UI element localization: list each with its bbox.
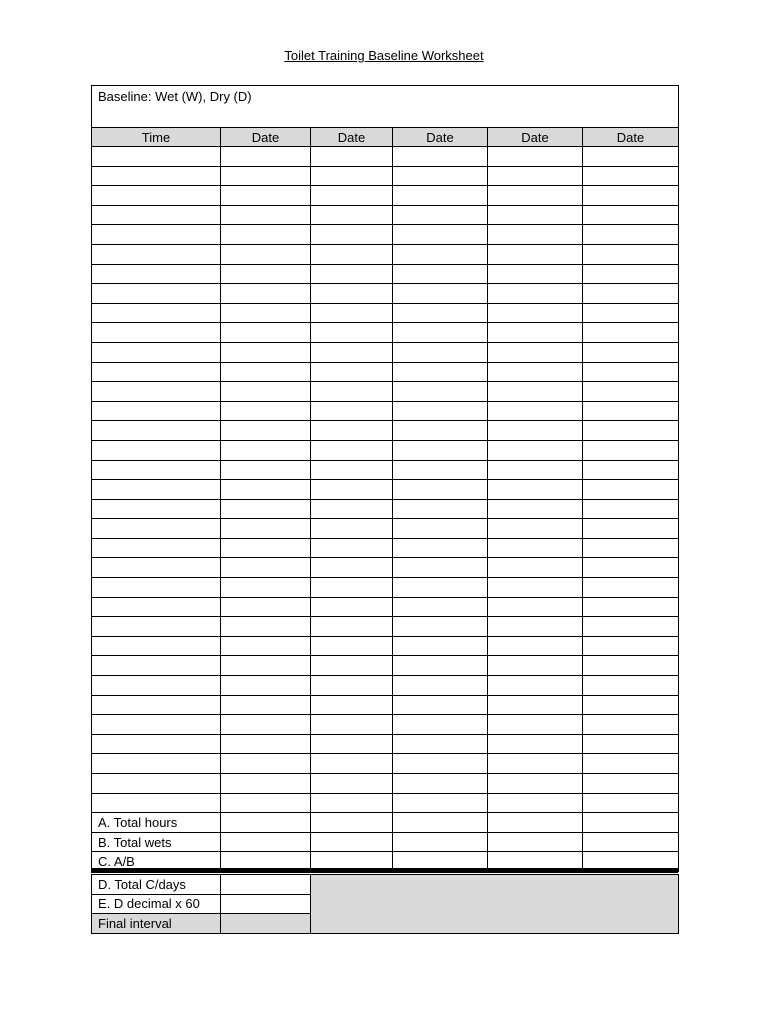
date-cell[interactable] [311, 460, 393, 480]
date-cell[interactable] [583, 715, 679, 735]
time-cell[interactable] [92, 323, 221, 343]
log-row [92, 793, 679, 813]
date-cell[interactable] [488, 342, 583, 362]
date-cell[interactable] [221, 578, 311, 598]
log-row [92, 421, 679, 441]
date-cell[interactable] [583, 362, 679, 382]
date-cell[interactable] [311, 284, 393, 304]
date-cell[interactable] [488, 186, 583, 206]
date-cell[interactable] [311, 401, 393, 421]
date-cell[interactable] [311, 578, 393, 598]
log-row [92, 617, 679, 637]
date-cell[interactable] [488, 558, 583, 578]
date-cell[interactable] [221, 636, 311, 656]
date-cell[interactable] [221, 460, 311, 480]
date-cell[interactable] [583, 225, 679, 245]
summary-row-label: A. Total hours [92, 813, 221, 833]
date-cell[interactable] [221, 186, 311, 206]
log-row [92, 401, 679, 421]
date-cell[interactable] [393, 284, 488, 304]
column-header-date: Date [488, 128, 583, 147]
log-row [92, 362, 679, 382]
date-cell[interactable] [393, 342, 488, 362]
date-cell[interactable] [311, 342, 393, 362]
date-cell[interactable] [311, 597, 393, 617]
date-cell[interactable] [221, 166, 311, 186]
summary-entry-cell[interactable] [311, 813, 393, 833]
date-cell[interactable] [221, 519, 311, 539]
date-cell[interactable] [393, 166, 488, 186]
date-cell[interactable] [311, 519, 393, 539]
time-cell[interactable] [92, 558, 221, 578]
time-cell[interactable] [92, 480, 221, 500]
log-row [92, 754, 679, 774]
date-cell[interactable] [583, 421, 679, 441]
date-cell[interactable] [221, 774, 311, 794]
date-cell[interactable] [221, 715, 311, 735]
date-cell[interactable] [488, 538, 583, 558]
date-cell[interactable] [393, 558, 488, 578]
time-cell[interactable] [92, 460, 221, 480]
date-cell[interactable] [311, 421, 393, 441]
date-cell[interactable] [221, 421, 311, 441]
time-cell[interactable] [92, 499, 221, 519]
date-cell[interactable] [221, 147, 311, 167]
date-cell[interactable] [583, 480, 679, 500]
date-cell[interactable] [393, 793, 488, 813]
date-cell[interactable] [393, 499, 488, 519]
date-cell[interactable] [583, 774, 679, 794]
date-cell[interactable] [488, 793, 583, 813]
date-cell[interactable] [393, 538, 488, 558]
date-cell[interactable] [583, 147, 679, 167]
final-row-entry-cell[interactable] [221, 914, 311, 934]
date-cell[interactable] [488, 460, 583, 480]
double-divider [91, 868, 678, 873]
date-cell[interactable] [393, 676, 488, 696]
baseline-legend: Baseline: Wet (W), Dry (D) [92, 86, 679, 128]
summary-entry-cell[interactable] [393, 813, 488, 833]
log-row [92, 166, 679, 186]
date-cell[interactable] [393, 774, 488, 794]
date-cell[interactable] [488, 421, 583, 441]
date-cell[interactable] [311, 754, 393, 774]
date-cell[interactable] [393, 460, 488, 480]
log-row [92, 323, 679, 343]
date-cell[interactable] [583, 656, 679, 676]
date-cell[interactable] [221, 617, 311, 637]
date-cell[interactable] [311, 538, 393, 558]
date-cell[interactable] [488, 323, 583, 343]
date-cell[interactable] [311, 205, 393, 225]
log-row [92, 382, 679, 402]
time-cell[interactable] [92, 382, 221, 402]
time-cell[interactable] [92, 342, 221, 362]
log-row [92, 578, 679, 598]
date-cell[interactable] [311, 166, 393, 186]
final-row-label: E. D decimal x 60 [92, 894, 221, 914]
date-cell[interactable] [583, 401, 679, 421]
date-cell[interactable] [488, 205, 583, 225]
date-cell[interactable] [583, 597, 679, 617]
date-cell[interactable] [393, 225, 488, 245]
time-cell[interactable] [92, 754, 221, 774]
date-cell[interactable] [311, 695, 393, 715]
date-cell[interactable] [311, 382, 393, 402]
log-row [92, 656, 679, 676]
log-row [92, 460, 679, 480]
date-cell[interactable] [221, 401, 311, 421]
log-row [92, 147, 679, 167]
date-cell[interactable] [488, 774, 583, 794]
final-row-label: Final interval [92, 914, 221, 934]
date-cell[interactable] [311, 362, 393, 382]
date-cell[interactable] [583, 186, 679, 206]
log-row [92, 342, 679, 362]
time-cell[interactable] [92, 264, 221, 284]
summary-entry-cell[interactable] [221, 813, 311, 833]
final-row-entry-cell[interactable] [221, 875, 311, 895]
time-cell[interactable] [92, 166, 221, 186]
date-cell[interactable] [583, 440, 679, 460]
time-cell[interactable] [92, 538, 221, 558]
log-row [92, 186, 679, 206]
log-row [92, 734, 679, 754]
date-cell[interactable] [583, 754, 679, 774]
log-row [92, 244, 679, 264]
summary-entry-cell[interactable] [488, 832, 583, 852]
date-cell[interactable] [311, 480, 393, 500]
date-cell[interactable] [393, 186, 488, 206]
date-cell[interactable] [583, 793, 679, 813]
date-cell[interactable] [393, 617, 488, 637]
date-cell[interactable] [488, 382, 583, 402]
date-cell[interactable] [488, 636, 583, 656]
date-cell[interactable] [311, 793, 393, 813]
date-cell[interactable] [583, 166, 679, 186]
log-row [92, 636, 679, 656]
date-cell[interactable] [311, 186, 393, 206]
date-cell[interactable] [221, 538, 311, 558]
date-cell[interactable] [393, 734, 488, 754]
summary-row [92, 832, 679, 852]
date-cell[interactable] [311, 499, 393, 519]
time-cell[interactable] [92, 715, 221, 735]
column-header-date: Date [393, 128, 488, 147]
date-cell[interactable] [488, 264, 583, 284]
date-cell[interactable] [393, 382, 488, 402]
date-cell[interactable] [221, 205, 311, 225]
date-cell[interactable] [583, 342, 679, 362]
date-cell[interactable] [311, 676, 393, 696]
date-cell[interactable] [488, 499, 583, 519]
date-cell[interactable] [311, 303, 393, 323]
time-cell[interactable] [92, 578, 221, 598]
log-row [92, 499, 679, 519]
date-cell[interactable] [311, 244, 393, 264]
column-header-time: Time [92, 128, 221, 147]
log-row [92, 538, 679, 558]
date-cell[interactable] [583, 205, 679, 225]
time-cell[interactable] [92, 362, 221, 382]
shaded-block [311, 875, 679, 934]
summary-row-label: C. A/B [92, 852, 221, 872]
date-cell[interactable] [583, 499, 679, 519]
date-cell[interactable] [221, 362, 311, 382]
time-cell[interactable] [92, 284, 221, 304]
time-cell[interactable] [92, 597, 221, 617]
summary-row-label: B. Total wets [92, 832, 221, 852]
date-cell[interactable] [488, 578, 583, 598]
date-cell[interactable] [311, 656, 393, 676]
time-cell[interactable] [92, 734, 221, 754]
date-cell[interactable] [311, 774, 393, 794]
date-cell[interactable] [221, 480, 311, 500]
date-cell[interactable] [583, 558, 679, 578]
date-cell[interactable] [221, 225, 311, 245]
time-cell[interactable] [92, 695, 221, 715]
date-cell[interactable] [488, 754, 583, 774]
date-cell[interactable] [393, 244, 488, 264]
log-row [92, 695, 679, 715]
time-cell[interactable] [92, 401, 221, 421]
final-row-entry-cell[interactable] [221, 894, 311, 914]
time-cell[interactable] [92, 186, 221, 206]
date-cell[interactable] [488, 480, 583, 500]
date-cell[interactable] [488, 147, 583, 167]
date-cell[interactable] [221, 695, 311, 715]
date-cell[interactable] [311, 147, 393, 167]
date-cell[interactable] [221, 264, 311, 284]
log-row [92, 480, 679, 500]
date-cell[interactable] [221, 499, 311, 519]
final-row-label: D. Total C/days [92, 875, 221, 895]
log-row [92, 303, 679, 323]
column-header-date: Date [311, 128, 393, 147]
time-cell[interactable] [92, 205, 221, 225]
log-row [92, 440, 679, 460]
date-cell[interactable] [488, 734, 583, 754]
date-cell[interactable] [311, 617, 393, 637]
date-cell[interactable] [583, 264, 679, 284]
date-cell[interactable] [393, 636, 488, 656]
date-cell[interactable] [583, 519, 679, 539]
log-row [92, 676, 679, 696]
date-cell[interactable] [393, 440, 488, 460]
date-cell[interactable] [488, 225, 583, 245]
date-cell[interactable] [311, 558, 393, 578]
date-cell[interactable] [488, 440, 583, 460]
date-cell[interactable] [583, 578, 679, 598]
date-cell[interactable] [488, 695, 583, 715]
date-cell[interactable] [583, 636, 679, 656]
date-cell[interactable] [488, 676, 583, 696]
time-cell[interactable] [92, 303, 221, 323]
date-cell[interactable] [393, 264, 488, 284]
date-cell[interactable] [311, 440, 393, 460]
time-cell[interactable] [92, 636, 221, 656]
date-cell[interactable] [393, 480, 488, 500]
log-row [92, 205, 679, 225]
time-cell[interactable] [92, 793, 221, 813]
date-cell[interactable] [488, 617, 583, 637]
date-cell[interactable] [583, 676, 679, 696]
column-header-date: Date [221, 128, 311, 147]
date-cell[interactable] [393, 421, 488, 441]
log-row [92, 774, 679, 794]
date-cell[interactable] [488, 656, 583, 676]
time-cell[interactable] [92, 440, 221, 460]
date-cell[interactable] [393, 323, 488, 343]
date-cell[interactable] [393, 303, 488, 323]
summary-row [92, 813, 679, 833]
date-cell[interactable] [393, 715, 488, 735]
time-cell[interactable] [92, 244, 221, 264]
log-row [92, 225, 679, 245]
date-cell[interactable] [488, 362, 583, 382]
time-cell[interactable] [92, 676, 221, 696]
date-cell[interactable] [488, 244, 583, 264]
date-cell[interactable] [583, 244, 679, 264]
date-cell[interactable] [583, 323, 679, 343]
date-cell[interactable] [488, 715, 583, 735]
date-cell[interactable] [311, 715, 393, 735]
date-cell[interactable] [311, 225, 393, 245]
time-cell[interactable] [92, 225, 221, 245]
baseline-table [91, 85, 679, 872]
date-cell[interactable] [221, 303, 311, 323]
date-cell[interactable] [221, 734, 311, 754]
date-cell[interactable] [583, 538, 679, 558]
date-cell[interactable] [311, 323, 393, 343]
date-cell[interactable] [221, 558, 311, 578]
date-cell[interactable] [488, 166, 583, 186]
date-cell[interactable] [221, 656, 311, 676]
worksheet-title: Toilet Training Baseline Worksheet [284, 48, 484, 63]
final-calculation-table [91, 874, 679, 934]
date-cell[interactable] [583, 284, 679, 304]
date-cell[interactable] [488, 401, 583, 421]
summary-entry-cell[interactable] [393, 832, 488, 852]
date-cell[interactable] [393, 578, 488, 598]
date-cell[interactable] [583, 303, 679, 323]
date-cell[interactable] [311, 636, 393, 656]
date-cell[interactable] [583, 734, 679, 754]
log-row [92, 519, 679, 539]
date-cell[interactable] [393, 695, 488, 715]
date-cell[interactable] [221, 676, 311, 696]
date-cell[interactable] [311, 734, 393, 754]
time-cell[interactable] [92, 774, 221, 794]
date-cell[interactable] [311, 264, 393, 284]
date-cell[interactable] [583, 382, 679, 402]
date-cell[interactable] [393, 519, 488, 539]
date-cell[interactable] [393, 205, 488, 225]
date-cell[interactable] [583, 617, 679, 637]
summary-entry-cell[interactable] [583, 832, 679, 852]
date-cell[interactable] [488, 284, 583, 304]
date-cell[interactable] [488, 597, 583, 617]
log-row [92, 264, 679, 284]
date-cell[interactable] [393, 362, 488, 382]
date-cell[interactable] [221, 323, 311, 343]
date-cell[interactable] [221, 597, 311, 617]
header-row [92, 128, 679, 147]
date-cell[interactable] [221, 342, 311, 362]
date-cell[interactable] [221, 382, 311, 402]
time-cell[interactable] [92, 617, 221, 637]
date-cell[interactable] [393, 656, 488, 676]
date-cell[interactable] [221, 440, 311, 460]
column-header-date: Date [583, 128, 679, 147]
date-cell[interactable] [221, 793, 311, 813]
date-cell[interactable] [583, 460, 679, 480]
log-row [92, 597, 679, 617]
date-cell[interactable] [393, 597, 488, 617]
summary-entry-cell[interactable] [583, 813, 679, 833]
log-row [92, 715, 679, 735]
date-cell[interactable] [221, 754, 311, 774]
date-cell[interactable] [221, 244, 311, 264]
date-cell[interactable] [393, 401, 488, 421]
date-cell[interactable] [488, 303, 583, 323]
log-row [92, 284, 679, 304]
summary-entry-cell[interactable] [488, 813, 583, 833]
time-cell[interactable] [92, 656, 221, 676]
time-cell[interactable] [92, 519, 221, 539]
summary-entry-cell[interactable] [221, 832, 311, 852]
date-cell[interactable] [393, 754, 488, 774]
date-cell[interactable] [583, 695, 679, 715]
date-cell[interactable] [221, 284, 311, 304]
log-row [92, 558, 679, 578]
time-cell[interactable] [92, 147, 221, 167]
summary-entry-cell[interactable] [311, 832, 393, 852]
time-cell[interactable] [92, 421, 221, 441]
date-cell[interactable] [488, 519, 583, 539]
date-cell[interactable] [393, 147, 488, 167]
